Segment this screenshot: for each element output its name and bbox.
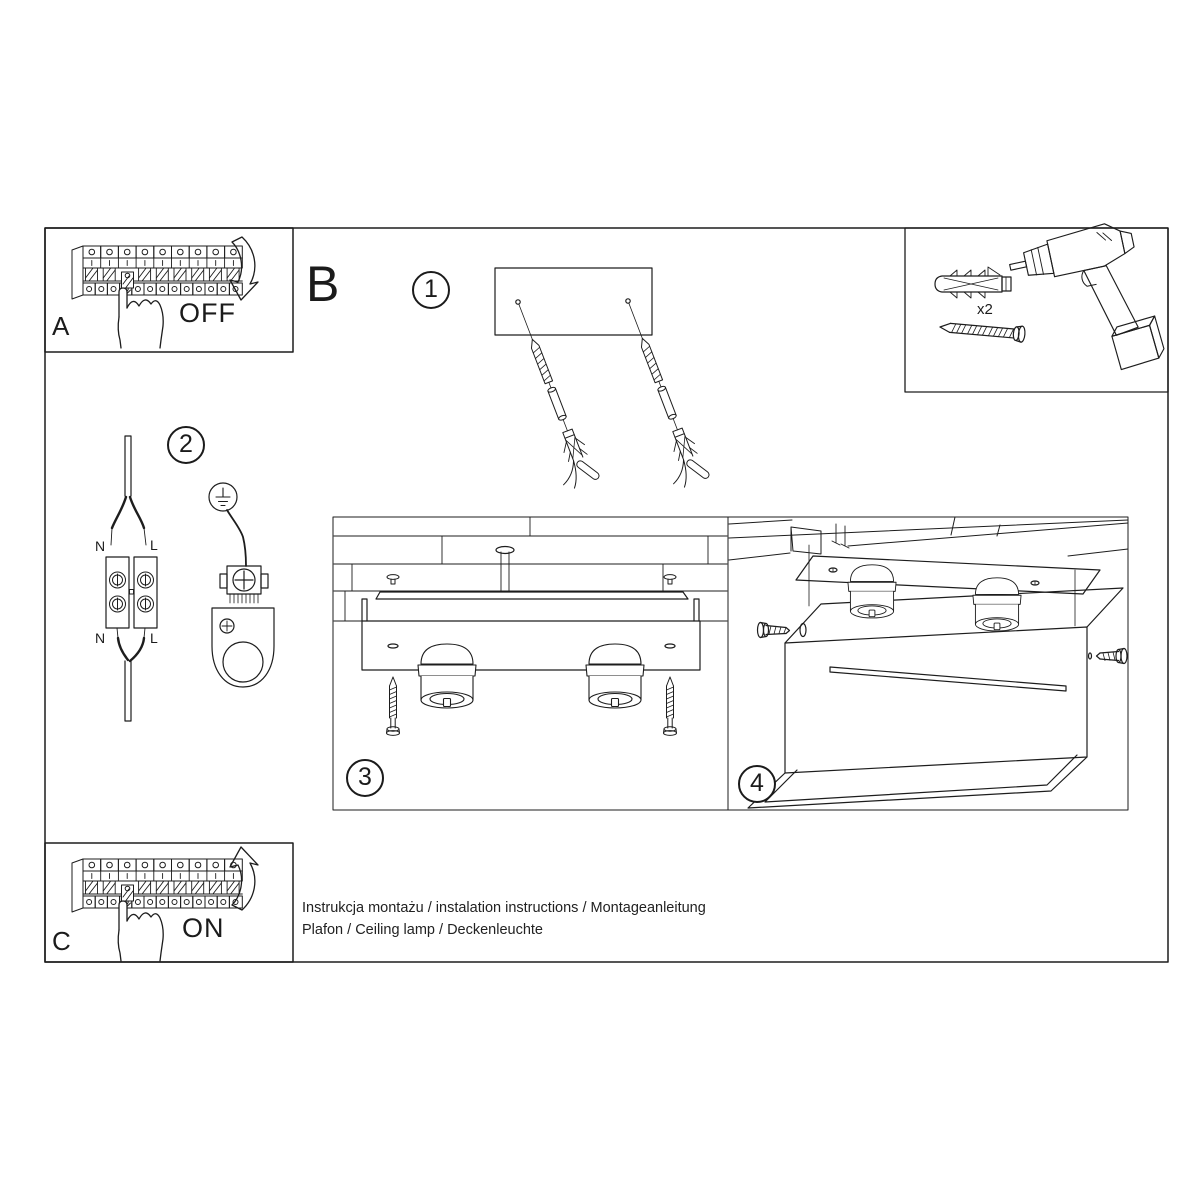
canopy bbox=[362, 621, 700, 670]
ceiling-screw-icon bbox=[387, 575, 399, 584]
mounting-plate-iso bbox=[796, 545, 1100, 626]
lamp-socket-icon bbox=[848, 565, 896, 618]
wall-plug-icon bbox=[935, 267, 1011, 298]
on-label: ON bbox=[182, 913, 225, 943]
side-screw-icon bbox=[758, 623, 807, 638]
section-label: B bbox=[306, 256, 340, 312]
ceiling-planks bbox=[729, 517, 1128, 560]
lamp-socket-icon bbox=[586, 644, 644, 708]
panel-a-label: A bbox=[52, 311, 70, 341]
drill-icon bbox=[1005, 217, 1166, 388]
panel-c-label: C bbox=[52, 926, 71, 956]
footer-text bbox=[302, 897, 706, 941]
wire-label-l-bottom: L bbox=[150, 630, 158, 646]
panel-c-frame bbox=[45, 843, 293, 962]
ceiling-bracket bbox=[362, 592, 699, 621]
footer-line-1: Instrukcja montażu / instalation instructions / Montageanleitung bbox=[302, 900, 706, 916]
earth-terminal-icon bbox=[212, 510, 274, 687]
curved-arrow-up-icon bbox=[230, 847, 258, 910]
step4-frame bbox=[728, 517, 1128, 810]
step-2-badge: 2 bbox=[167, 426, 205, 464]
breaker-panel-icon bbox=[72, 246, 242, 299]
ceiling-screw-icon bbox=[664, 575, 676, 584]
mounting-plate bbox=[495, 268, 652, 335]
step-4-badge: 4 bbox=[738, 765, 776, 803]
lamp-socket-icon bbox=[973, 578, 1021, 631]
ground-symbol-icon bbox=[209, 483, 237, 511]
pressing-hand-icon bbox=[118, 901, 163, 962]
dowel-quantity: x2 bbox=[977, 301, 993, 318]
screw-anchor-icon bbox=[607, 298, 710, 490]
screw-anchor-icon bbox=[497, 299, 600, 491]
side-screw-icon bbox=[1089, 649, 1128, 664]
off-label: OFF bbox=[179, 298, 236, 328]
wire-label-n-bottom: N bbox=[95, 630, 106, 646]
lamp-box bbox=[748, 588, 1123, 808]
step-1-badge: 1 bbox=[412, 271, 450, 309]
pressing-hand-icon bbox=[118, 288, 163, 349]
lamp-socket-icon bbox=[418, 644, 476, 708]
hanging-cable bbox=[496, 547, 514, 593]
mains-cable bbox=[111, 436, 146, 545]
breaker-panel-icon bbox=[72, 859, 242, 912]
mounting-screw-icon bbox=[387, 677, 400, 735]
screw-icon bbox=[939, 319, 1025, 342]
step3-frame bbox=[333, 517, 728, 810]
wire-label-l-top: L bbox=[150, 537, 158, 553]
step-3-badge: 3 bbox=[346, 759, 384, 797]
mounting-screw-icon bbox=[664, 677, 677, 735]
footer-line-2: Plafon / Ceiling lamp / Deckenleuchte bbox=[302, 922, 543, 938]
wire-label-n-top: N bbox=[95, 538, 106, 554]
ceiling-bricks bbox=[334, 517, 727, 621]
